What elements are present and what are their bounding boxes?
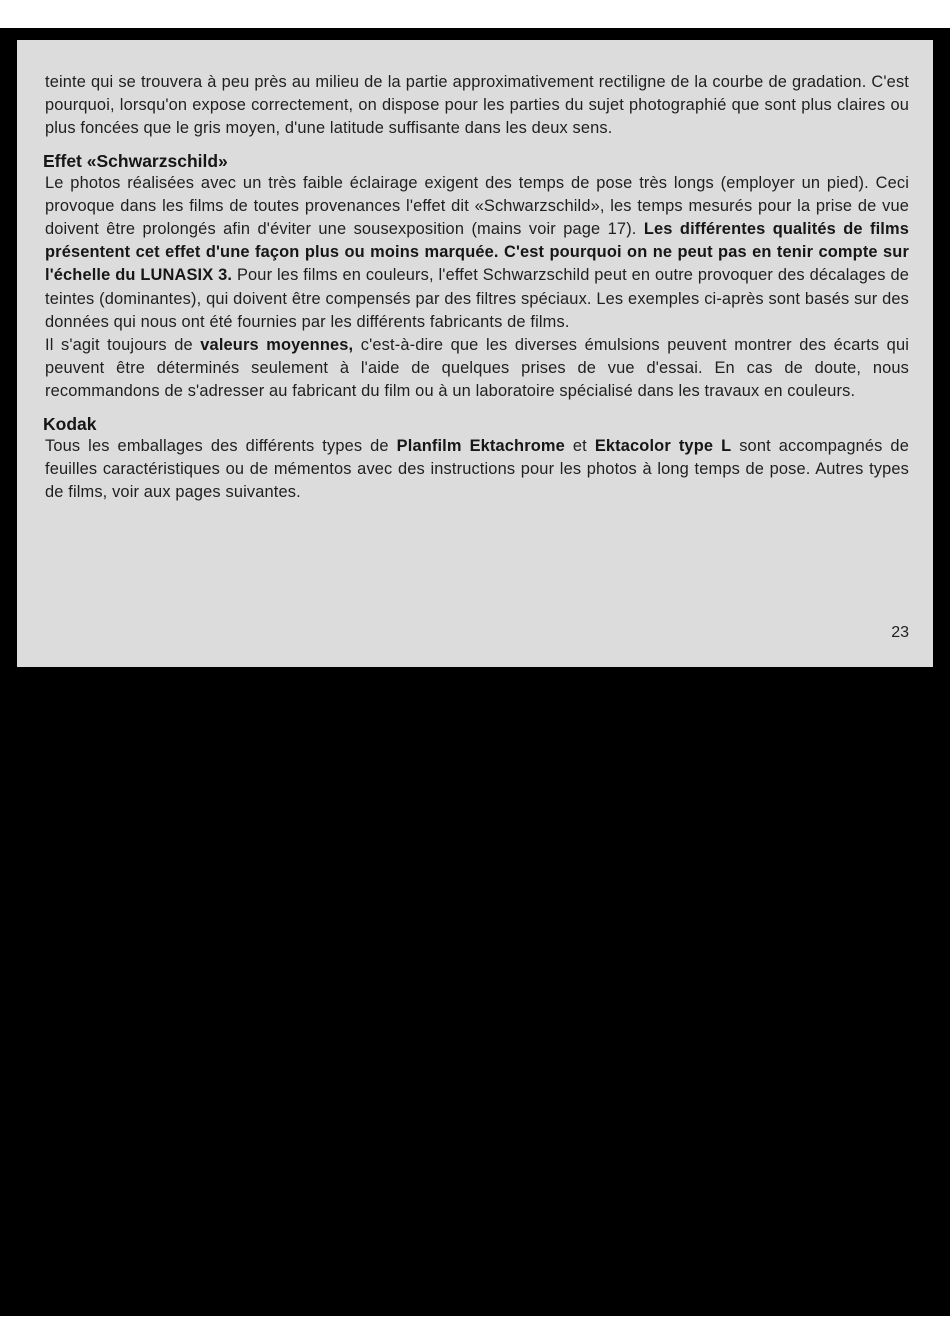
average-values-bold-text: valeurs moyennes, (200, 336, 354, 355)
schwarzschild-text-2: Pour les films en couleurs, l'effet Schwarzschild peut en outre provoquer des décalages de teintes (dominantes), qui doivent être compensés par des filtres spéciaux. Les exemples ci-après sont basés sur des données qui nous ont été fournies par les différents fabricants de films. (45, 266, 909, 331)
page-number: 23 (891, 624, 909, 641)
average-values-paragraph (45, 334, 909, 404)
kodak-text-2: et (564, 436, 595, 455)
average-values-text-1: Il s'agit toujours de (45, 336, 201, 355)
kodak-text-3: sont accompagnés de feuilles caractéristiques ou de mémentos avec des instructions pour les photos à long temps de pose. Autres types de films, voir aux pages suivantes. (45, 436, 909, 502)
schwarzschild-paragraph (45, 172, 909, 334)
schwarzschild-bold-text: Les différentes qualités de films présentent cet effet d'une façon plus ou moins marquée. C'est pourquoi on ne peut pas en tenir compte sur l'échelle du LUNASIX 3. (45, 220, 910, 285)
kodak-paragraph (45, 435, 909, 505)
document-page (17, 40, 933, 667)
kodak-bold-ektacolor: Ektacolor type L (594, 436, 732, 455)
average-values-text-2: c'est-à-dire que les diverses émulsions peuvent montrer des écarts qui peuvent être déterminés seulement à l'aide de quelques prises de vue d'essai. En cas de doute, nous recommandons de s'adresser au fabricant du film ou à un laboratoire spécialisé dans les travaux en couleurs. (45, 336, 910, 401)
heading-schwarzschild-effect: Effet «Schwarzschild» (43, 150, 228, 171)
kodak-bold-planfilm: Planfilm Ektachrome (396, 436, 565, 455)
intro-paragraph: teinte qui se trouvera à peu près au milieu de la partie approximativement rectiligne de la courbe de gradation. C'est pourquoi, lorsqu'on expose correctement, on dispose pour les parties du sujet photographié que sont plus claires ou plus foncées que le gris moyen, d'une latitude suffisante dans les deux sens. (45, 73, 909, 138)
kodak-text-1: Tous les emballages des différents types de (45, 436, 397, 455)
schwarzschild-text-1: Le photos réalisées avec un très faible éclairage exigent des temps de pose très longs (employer un pied). Ceci provoque dans les films de toutes provenances l'effet dit «Schwarzschild», les temps mesurés pour la prise de vue doivent être prolongés afin d'éviter une sousexposition (mains voir page 17). (45, 173, 909, 239)
heading-kodak: Kodak (43, 413, 97, 434)
